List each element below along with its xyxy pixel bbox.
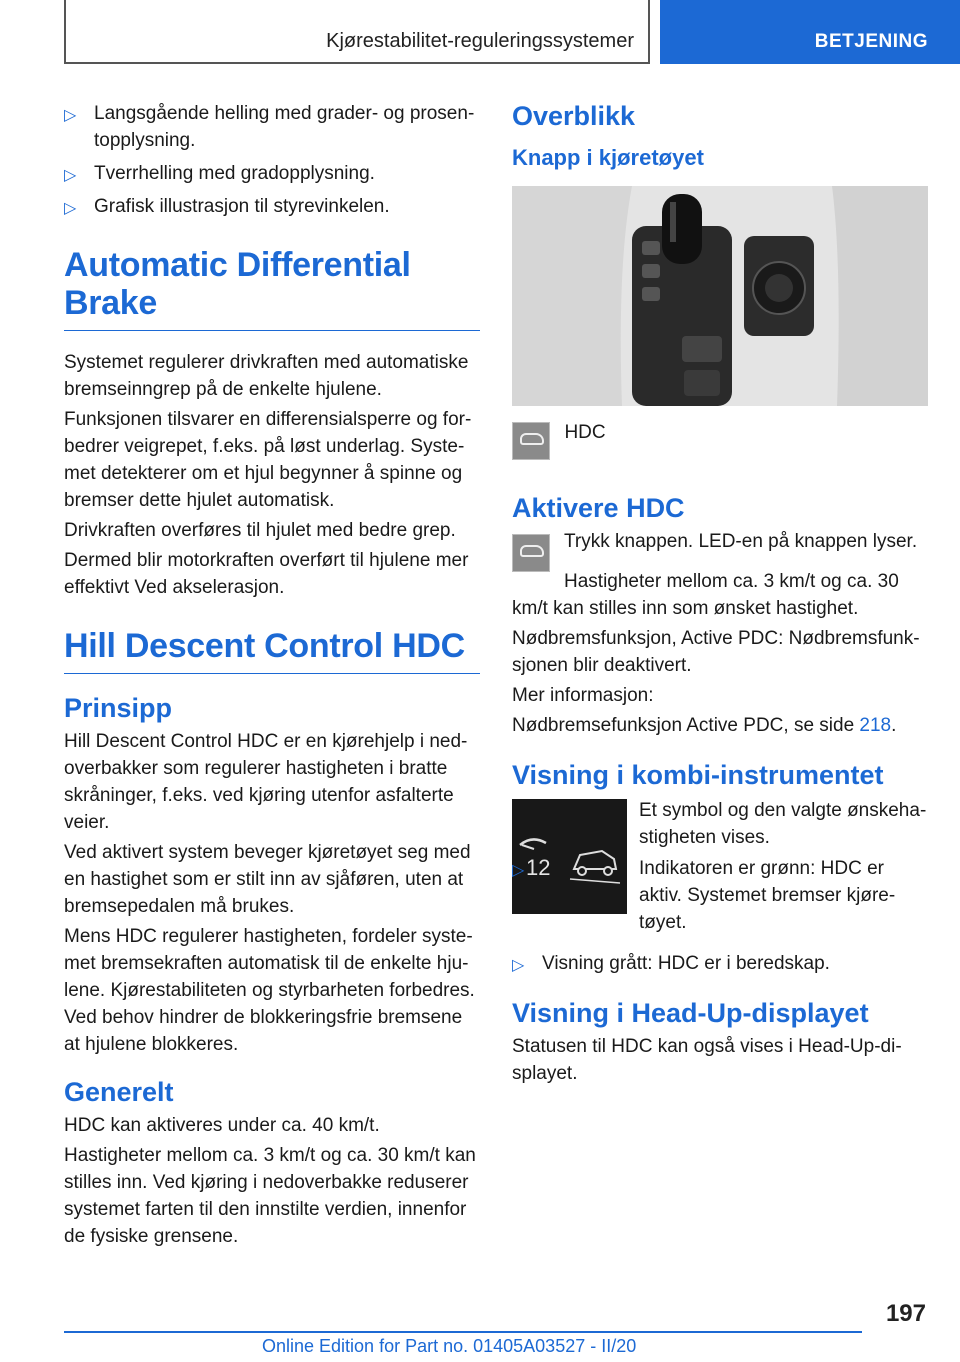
triangle-bullet-icon: ▷: [512, 957, 525, 974]
footer-divider: [64, 1331, 862, 1333]
prinsipp-heading: Prinsipp: [64, 693, 173, 723]
hdc-heading: Hill Descent Control HDC: [64, 627, 480, 674]
center-console-illustration: [512, 186, 928, 406]
right-column: [512, 100, 928, 1090]
aktivere-heading: Aktivere HDC: [512, 493, 685, 523]
aktivere-paragraph: Nødbremsfunksjon, Active PDC: Nødbremsfunksjonen blir deaktivert.: [512, 628, 920, 676]
prinsipp-paragraph: Ved aktivert system beveger kjøretøyet seg med en hastighet som er stilt inn av sjåføren, uten at bremsepedalen må brukes.: [64, 842, 471, 917]
list-item: ▷ Langsgående helling med grader- og prosentopplysning.: [64, 103, 475, 151]
kombi-block: [512, 797, 928, 942]
aktivere-step: Trykk knappen. LED-en på knappen lyser.: [564, 531, 918, 552]
triangle-bullet-icon: ▷: [512, 862, 525, 879]
prinsipp-paragraph: Mens HDC regulerer hastigheten, fordeler systemet bremsekraften automatisk til de enkelte hjulene. Kjørestabiliteten og styrbarheten forbedres. Ved behov hindrer de blokkeringsfrie bremsene at hjulene blokkeres.: [64, 926, 475, 1055]
page-number: 197: [885, 1300, 926, 1327]
aktivere-block: [512, 528, 928, 568]
list-item: ▷ Tverrhelling med gradopplysning.: [64, 160, 480, 187]
hdc-button-icon: [512, 422, 550, 460]
hdc-button-icon: [512, 534, 550, 572]
generelt-paragraph: Hastigheter mellom ca. 3 km/t og ca. 30 km/t kan stilles inn. Ved kjøring i nedoverbakke reduserer systemet farten til den innstilte verdien, innenfor de fysiske grensene.: [64, 1145, 476, 1247]
prinsipp-paragraph: Hill Descent Control HDC er en kjørehjelp i nedoverbakker som regulerer hastigheten i bratte skråninger, f.eks. ved kjøring utenfor asfalterte veier.: [64, 731, 468, 833]
list-item: ▷ Visning grått: HDC er i beredskap.: [512, 950, 928, 977]
adb-paragraph: Dermed blir motorkraften overført til hjulene mer effektivt Ved akselerasjon.: [64, 550, 469, 598]
intro-bullet-list: [64, 100, 480, 220]
knapp-heading: Knapp i kjøretøyet: [512, 145, 704, 170]
section-tab-label: BETJENING: [814, 31, 928, 52]
edition-link[interactable]: Online Edition for Part no. 01405A03527 - II/20: [262, 1336, 637, 1356]
section-tab[interactable]: [660, 0, 960, 64]
aktivere-paragraph: Mer informasjon:: [512, 685, 654, 706]
triangle-bullet-icon: ▷: [64, 107, 77, 124]
aktivere-paragraph: Hastigheter mellom ca. 3 km/t og ca. 30 km/t kan stilles inn som ønsket hastighet.: [512, 571, 899, 619]
hud-paragraph: Statusen til HDC kan også vises i Head-Up-displayet.: [512, 1036, 902, 1084]
header-frame: [64, 0, 650, 64]
list-item: ▷ Grafisk illustrasjon til styrevinkelen.: [64, 193, 480, 220]
hud-heading: Visning i Head-Up-displayet: [512, 998, 869, 1028]
aktivere-paragraph: Nødbremsefunksjon Active PDC, se side 218.: [512, 715, 897, 736]
adb-paragraph: Drivkraften overføres til hjulet med bedre grep.: [64, 520, 456, 541]
cluster-speed-value: 12: [526, 855, 551, 880]
left-column: [64, 100, 480, 1253]
triangle-bullet-icon: ▷: [64, 167, 77, 184]
kombi-intro: Et symbol og den valgte ønskehastigheten vises.: [639, 800, 927, 848]
generelt-heading: Generelt: [64, 1077, 174, 1107]
adb-paragraph: Funksjonen tilsvarer en differensialsperre og forbedrer veigrepet, f.eks. på løst underlag. Systemet detekterer om et hjul begynner å spinne og bremser dette hjulet automatisk.: [64, 409, 472, 511]
page-reference-link[interactable]: 218: [859, 715, 892, 736]
hdc-button-legend: [512, 422, 928, 464]
hdc-button-label: HDC: [564, 422, 606, 443]
kombi-bullet-list: [512, 855, 928, 936]
overblikk-heading: Overblikk: [512, 101, 636, 131]
adb-paragraph: Systemet regulerer drivkraften med automatiske bremseinngrep på de enkelte hjulene.: [64, 352, 469, 400]
chapter-title: Kjørestabilitet-reguleringssystemer: [326, 30, 634, 52]
list-item: ▷ Indikatoren er grønn: HDC er aktiv. Systemet bremser kjøretøyet.: [512, 858, 896, 933]
kombi-bullet-list-2: [512, 950, 928, 977]
triangle-bullet-icon: ▷: [64, 200, 77, 217]
generelt-paragraph: HDC kan aktiveres under ca. 40 km/t.: [64, 1115, 380, 1136]
adb-heading: Automatic Differential Brake: [64, 246, 480, 331]
kombi-heading: Visning i kombi-instrumentet: [512, 760, 884, 790]
center-console-photo: [512, 186, 928, 406]
